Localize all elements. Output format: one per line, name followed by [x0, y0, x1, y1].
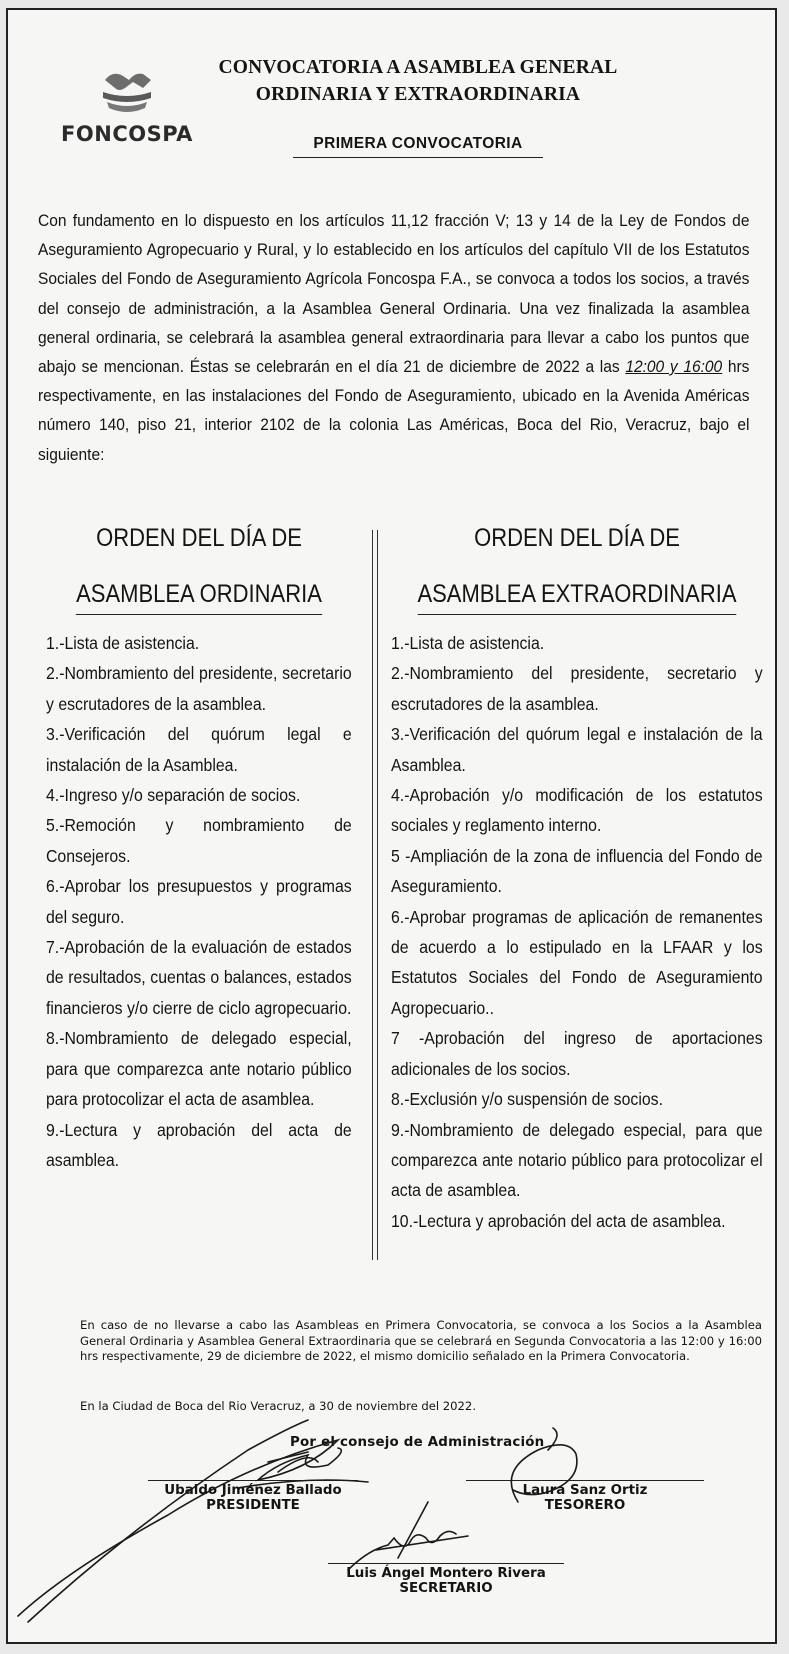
agenda-item: 8.-Exclusión y/o suspensión de socios.: [391, 1089, 663, 1110]
agenda-item: 10.-Lectura y aprobación del acta de asamblea.: [391, 1210, 726, 1231]
agenda-item: 2.-Nombramiento del presidente, secretario y escrutadores de la asamblea.: [391, 663, 763, 714]
agenda-item: 6.-Aprobar los presupuestos y programas del seguro.: [46, 876, 352, 927]
agenda-item: 2.-Nombramiento del presidente, secretario y escrutadores de la asamblea.: [46, 663, 352, 714]
ordinaria-column: [46, 510, 352, 1175]
column-divider: [372, 530, 378, 1260]
place-date: En la Ciudad de Boca del Rio Veracruz, a 30 de noviembre del 2022.: [80, 1399, 476, 1413]
agenda-item: 7 -Aprobación del ingreso de aportaciones adicionales de los socios.: [391, 1028, 763, 1079]
secretary-signature-block: [328, 1563, 564, 1596]
second-call-paragraph: En caso de no llevarse a cabo las Asambleas en Primera Convocatoria, se convoca a los Socios a la Asamblea General Ordinaria y Asamblea General Extraordinaria que se celebrará en Segunda Convocatoria a las 12:00 y 16:00 hrs respectivamente, 29 de diciembre de 2022, el mismo domicilio señalado en la Primera Convocatoria.: [80, 1318, 762, 1364]
agenda-item: 1.-Lista de asistencia.: [391, 633, 545, 653]
ordinaria-heading-line2: ASAMBLEA ORDINARIA: [76, 574, 322, 615]
president-signature-block: [148, 1480, 358, 1513]
agenda-item: 7.-Aprobación de la evaluación de estados de resultados, cuentas o balances, estados financieros y/o cierre de ciclo agropecuario.: [46, 937, 352, 1018]
page-title: [188, 54, 648, 108]
treasurer-name: Laura Sanz Ortiz: [522, 1483, 648, 1498]
foncospa-logo: [42, 62, 212, 146]
president-name: Ubaldo Jiménez Ballado: [164, 1483, 342, 1498]
logo-text: FONCOSPA: [61, 122, 193, 146]
agenda-item: 5.-Remoción y nombramiento de Consejeros.: [46, 815, 352, 866]
extraordinaria-heading-line2: ASAMBLEA EXTRAORDINARIA: [417, 574, 736, 615]
title-line-2: ORDINARIA Y EXTRAORDINARIA: [255, 84, 581, 105]
secretary-role: SECRETARIO: [399, 1581, 493, 1596]
agenda-item: 3.-Verificación del quórum legal e instalación de la Asamblea.: [391, 724, 763, 775]
extraordinaria-heading-line1: ORDEN DEL DÍA DE: [474, 524, 680, 552]
president-role: PRESIDENTE: [206, 1498, 300, 1513]
secretary-signature-stroke: [348, 1502, 468, 1570]
agenda-item: 5 -Ampliación de la zona de influencia del Fondo de Aseguramiento.: [391, 845, 763, 897]
extraordinaria-heading: [413, 510, 740, 622]
president-signature-stroke: [18, 1440, 341, 1616]
extraordinaria-agenda: [391, 628, 763, 1236]
council-label: Por el consejo de Administración: [290, 1435, 545, 1450]
treasurer-signature-block: [466, 1480, 704, 1513]
agenda-item: 9.-Nombramiento de delegado especial, para que comparezca ante notario público para protocolizar el acta de asamblea.: [391, 1119, 763, 1201]
meeting-times: 12:00 y 16:00: [625, 357, 723, 377]
intro-paragraph: [38, 206, 749, 469]
agenda-item: 8.-Nombramiento de delegado especial, para que comparezca ante notario público para protocolizar el acta de asamblea.: [46, 1028, 352, 1110]
extraordinaria-column: [391, 510, 763, 1236]
signature-line: [466, 1480, 704, 1481]
agenda-item: 4.-Ingreso y/o separación de socios.: [46, 785, 301, 806]
president-signature-long-stroke: [28, 1420, 308, 1622]
agenda-item: 4.-Aprobación y/o modificación de los estatutos sociales y reglamento interno.: [391, 785, 763, 836]
handshake-icon: [99, 62, 155, 118]
agenda-item: 9.-Lectura y aprobación del acta de asamblea.: [46, 1119, 352, 1170]
agenda-item: 6.-Aprobar programas de aplicación de remanentes de acuerdo a lo estipulado en la LFAAR y los Estatutos Sociales del Fondo de Aseguramiento Agropecuario..: [391, 906, 763, 1018]
agenda-item: 3.-Verificación del quórum legal e instalación de la Asamblea.: [46, 724, 352, 775]
ordinaria-heading-line1: ORDEN DEL DÍA DE: [96, 524, 302, 552]
signature-line: [148, 1480, 358, 1481]
page-subtitle: PRIMERA CONVOCATORIA: [293, 135, 543, 158]
ordinaria-agenda: [46, 628, 352, 1175]
intro-text-2: hrs respectivamente, en las instalaciones del Fondo de Aseguramiento, ubicado en la Avenida Américas número 140, piso 21, interior 2102 de la colonia Las Américas, Boca del Rio, Veracruz, bajo el siguiente:: [38, 357, 750, 464]
ordinaria-heading: [64, 510, 333, 622]
secretary-name: Luis Ángel Montero Rivera: [346, 1566, 546, 1581]
document-page: [6, 8, 777, 1644]
signature-line: [328, 1563, 564, 1564]
treasurer-role: TESORERO: [544, 1498, 626, 1513]
agenda-item: 1.-Lista de asistencia.: [46, 633, 200, 653]
title-line-1: CONVOCATORIA A ASAMBLEA GENERAL: [218, 57, 618, 78]
intro-text-1: Con fundamento en lo dispuesto en los artículos 11,12 fracción V; 13 y 14 de la Ley de Fondos de Aseguramiento Agropecuario y Rural, y lo establecido en los artículos del capítulo VII de los Estatutos Sociales del Fondo de Aseguramiento Agrícola Foncospa F.A., se convoca a todos los socios, a través del consejo de administración, a la Asamblea General Ordinaria. Una vez finalizada la asamblea general ordinaria, se celebrará la asamblea general extraordinaria para llevar a cabo los puntos que abajo se mencionan. Éstas se celebrarán en el día 21 de diciembre de 2022 a las: [38, 211, 750, 377]
